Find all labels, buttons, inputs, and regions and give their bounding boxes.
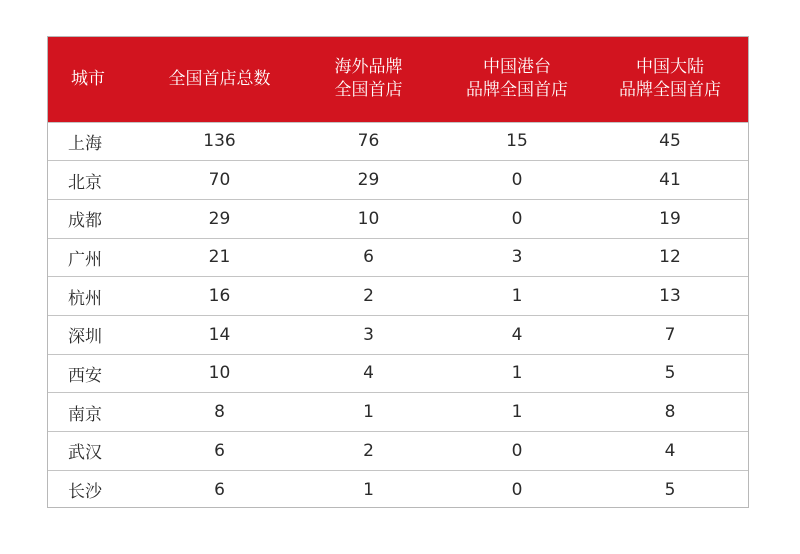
city-cell: 北京: [48, 161, 144, 200]
mainland-cell: 7: [592, 315, 748, 354]
column-header-hk-taiwan-brand: 中国港台 品牌全国首店: [466, 57, 568, 101]
city-cell: 长沙: [48, 470, 144, 509]
table-row: [48, 315, 748, 354]
table-row: [48, 277, 748, 316]
hk-taiwan-cell: 15: [442, 122, 592, 161]
overseas-cell: 1: [295, 470, 442, 509]
total-cell: 29: [144, 199, 295, 238]
hk-taiwan-cell: 0: [442, 470, 592, 509]
overseas-cell: 6: [295, 238, 442, 277]
mainland-cell: 5: [592, 354, 748, 393]
first-store-table: [48, 37, 748, 509]
total-cell: 70: [144, 161, 295, 200]
mainland-cell: 12: [592, 238, 748, 277]
hk-taiwan-cell: 1: [442, 393, 592, 432]
mainland-cell: 19: [592, 199, 748, 238]
table-row: [48, 432, 748, 471]
table-row: [48, 122, 748, 161]
city-cell: 深圳: [48, 315, 144, 354]
hk-taiwan-cell: 4: [442, 315, 592, 354]
overseas-cell: 4: [295, 354, 442, 393]
table-body: [48, 122, 748, 509]
city-cell: 武汉: [48, 432, 144, 471]
overseas-cell: 29: [295, 161, 442, 200]
hk-taiwan-cell: 1: [442, 277, 592, 316]
column-header-overseas-brand: 海外品牌 全国首店: [334, 57, 403, 101]
overseas-cell: 76: [295, 122, 442, 161]
first-store-table-frame: [47, 36, 749, 508]
column-header-city: 城市: [71, 68, 105, 89]
total-cell: 136: [144, 122, 295, 161]
hk-taiwan-cell: 0: [442, 199, 592, 238]
overseas-cell: 2: [295, 277, 442, 316]
city-cell: 成都: [48, 199, 144, 238]
total-cell: 21: [144, 238, 295, 277]
city-cell: 杭州: [48, 277, 144, 316]
overseas-cell: 10: [295, 199, 442, 238]
hk-taiwan-cell: 1: [442, 354, 592, 393]
table-row: [48, 238, 748, 277]
column-header-total-first-stores: 全国首店总数: [168, 68, 271, 89]
mainland-cell: 41: [592, 161, 748, 200]
mainland-cell: 45: [592, 122, 748, 161]
city-cell: 广州: [48, 238, 144, 277]
hk-taiwan-cell: 0: [442, 161, 592, 200]
table-row: [48, 393, 748, 432]
column-header-mainland-brand: 中国大陆 品牌全国首店: [619, 57, 721, 101]
city-cell: 南京: [48, 393, 144, 432]
total-cell: 8: [144, 393, 295, 432]
table-row: [48, 470, 748, 509]
overseas-cell: 2: [295, 432, 442, 471]
mainland-cell: 4: [592, 432, 748, 471]
total-cell: 16: [144, 277, 295, 316]
overseas-cell: 1: [295, 393, 442, 432]
total-cell: 14: [144, 315, 295, 354]
hk-taiwan-cell: 0: [442, 432, 592, 471]
table-row: [48, 161, 748, 200]
hk-taiwan-cell: 3: [442, 238, 592, 277]
city-cell: 上海: [48, 122, 144, 161]
table-row: [48, 199, 748, 238]
total-cell: 10: [144, 354, 295, 393]
mainland-cell: 5: [592, 470, 748, 509]
total-cell: 6: [144, 470, 295, 509]
table-header-row: [48, 37, 748, 122]
city-cell: 西安: [48, 354, 144, 393]
table-row: [48, 354, 748, 393]
total-cell: 6: [144, 432, 295, 471]
mainland-cell: 13: [592, 277, 748, 316]
overseas-cell: 3: [295, 315, 442, 354]
mainland-cell: 8: [592, 393, 748, 432]
